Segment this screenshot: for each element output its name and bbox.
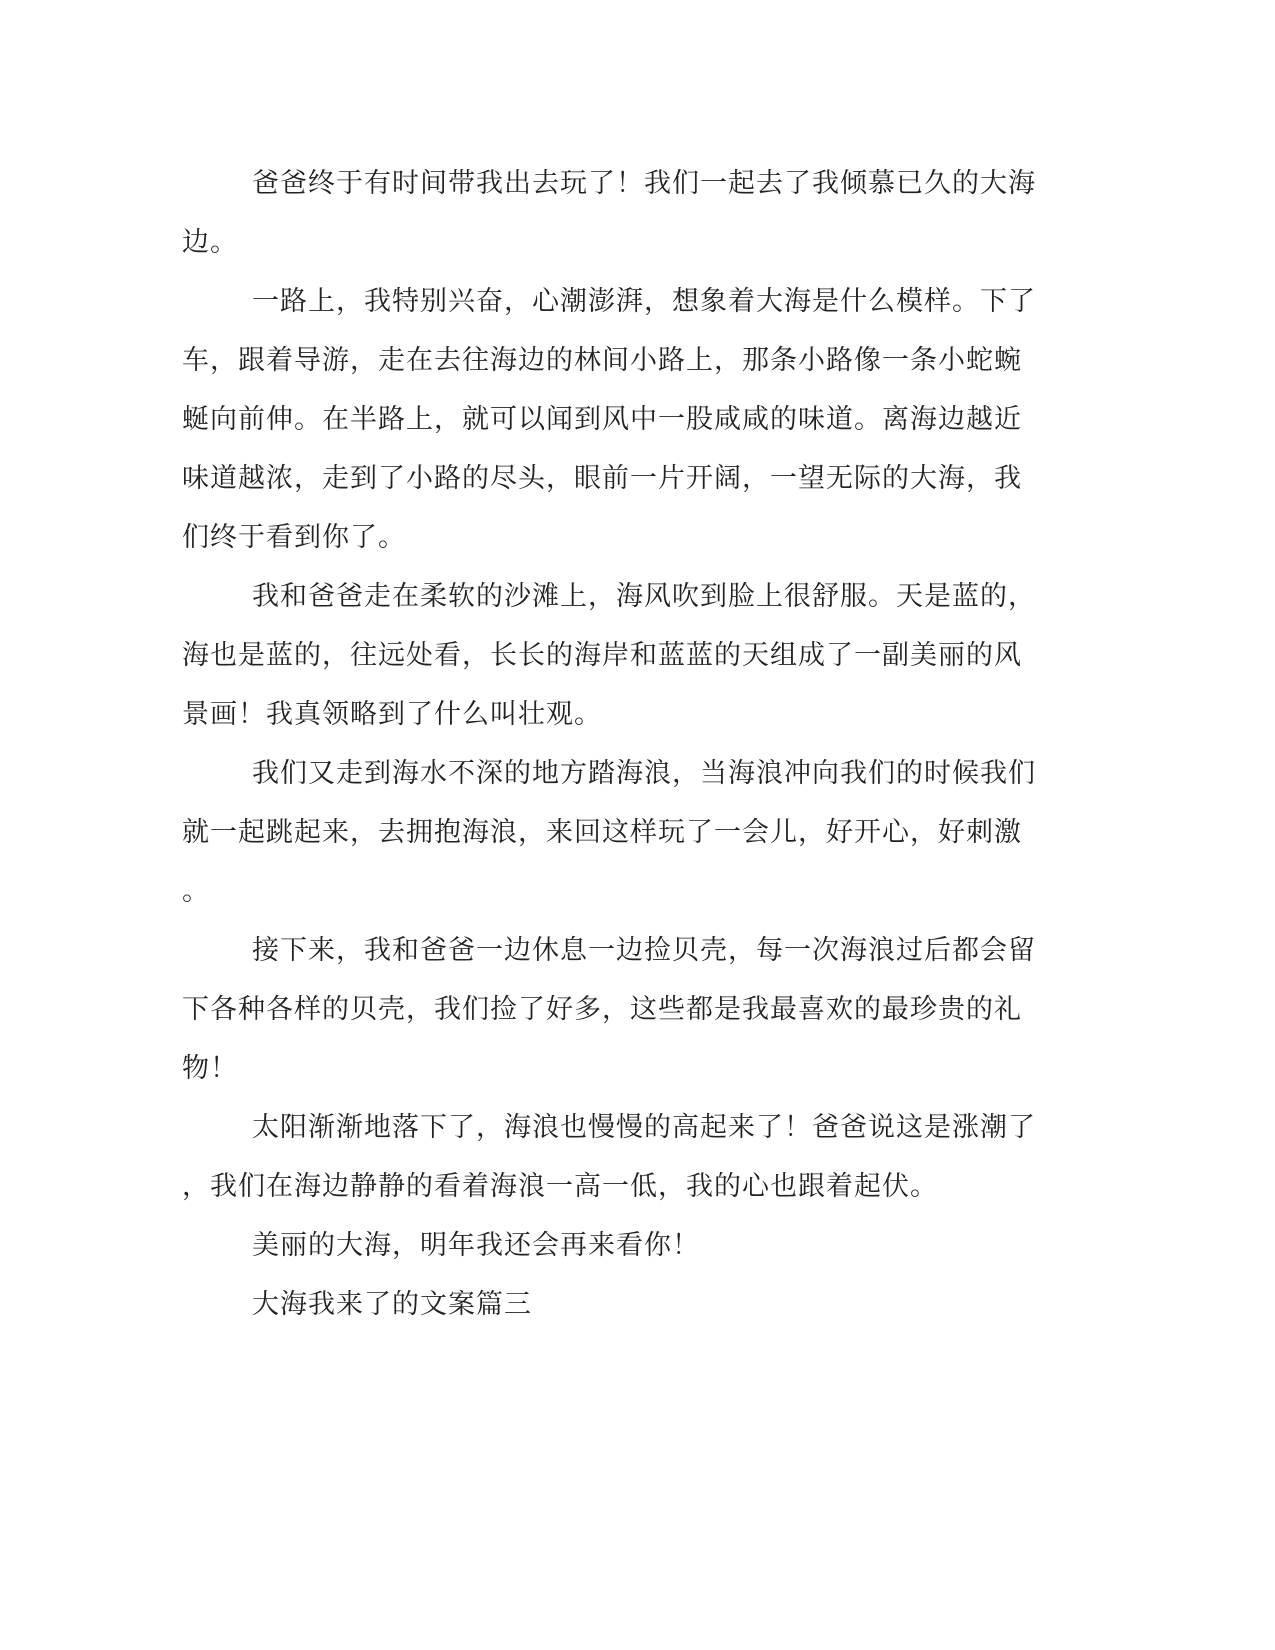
paragraph-line: 我和爸爸走在柔软的沙滩上，海风吹到脸上很舒服。天是蓝的， bbox=[252, 581, 1036, 612]
paragraph-line: 海也是蓝的，往远处看，长长的海岸和蓝蓝的天组成了一副美丽的风 bbox=[182, 640, 1022, 671]
paragraph-line: 景画！我真领略到了什么叫壮观。 bbox=[182, 699, 602, 730]
paragraph-line: 下各种各样的贝壳，我们捡了好多，这些都是我最喜欢的最珍贵的礼 bbox=[182, 994, 1022, 1025]
paragraph-line: 接下来，我和爸爸一边休息一边捡贝壳，每一次海浪过后都会留 bbox=[252, 935, 1036, 966]
paragraph-line: 一路上，我特别兴奋，心潮澎湃，想象着大海是什么模样。下了 bbox=[252, 286, 1036, 317]
paragraph-line: 就一起跳起来，去拥抱海浪，来回这样玩了一会儿，好开心，好刺激 bbox=[182, 817, 1022, 848]
document-body bbox=[182, 154, 1036, 1334]
paragraph-line: 太阳渐渐地落下了，海浪也慢慢的高起来了！爸爸说这是涨潮了 bbox=[252, 1112, 1036, 1143]
paragraph-line: 物！ bbox=[182, 1053, 238, 1084]
paragraph-line: ，我们在海边静静的看着海浪一高一低，我的心也跟着起伏。 bbox=[182, 1171, 938, 1202]
paragraph-line: 边。 bbox=[182, 227, 238, 258]
paragraph-line: 我们又走到海水不深的地方踏海浪，当海浪冲向我们的时候我们 bbox=[252, 758, 1036, 789]
section-heading: 大海我来了的文案篇三 bbox=[252, 1289, 532, 1320]
paragraph-line: 车，跟着导游，走在去往海边的林间小路上，那条小路像一条小蛇蜿 bbox=[182, 345, 1022, 376]
paragraph-line: 味道越浓，走到了小路的尽头，眼前一片开阔，一望无际的大海，我 bbox=[182, 463, 1022, 494]
paragraph-line: 美丽的大海，明年我还会再来看你！ bbox=[252, 1230, 700, 1261]
paragraph-line: 们终于看到你了。 bbox=[182, 522, 406, 553]
paragraph-line: 爸爸终于有时间带我出去玩了！我们一起去了我倾慕已久的大海 bbox=[252, 168, 1036, 199]
paragraph-line: 蜒向前伸。在半路上，就可以闻到风中一股咸咸的味道。离海边越近 bbox=[182, 404, 1022, 435]
paragraph-line: 。 bbox=[182, 876, 210, 907]
